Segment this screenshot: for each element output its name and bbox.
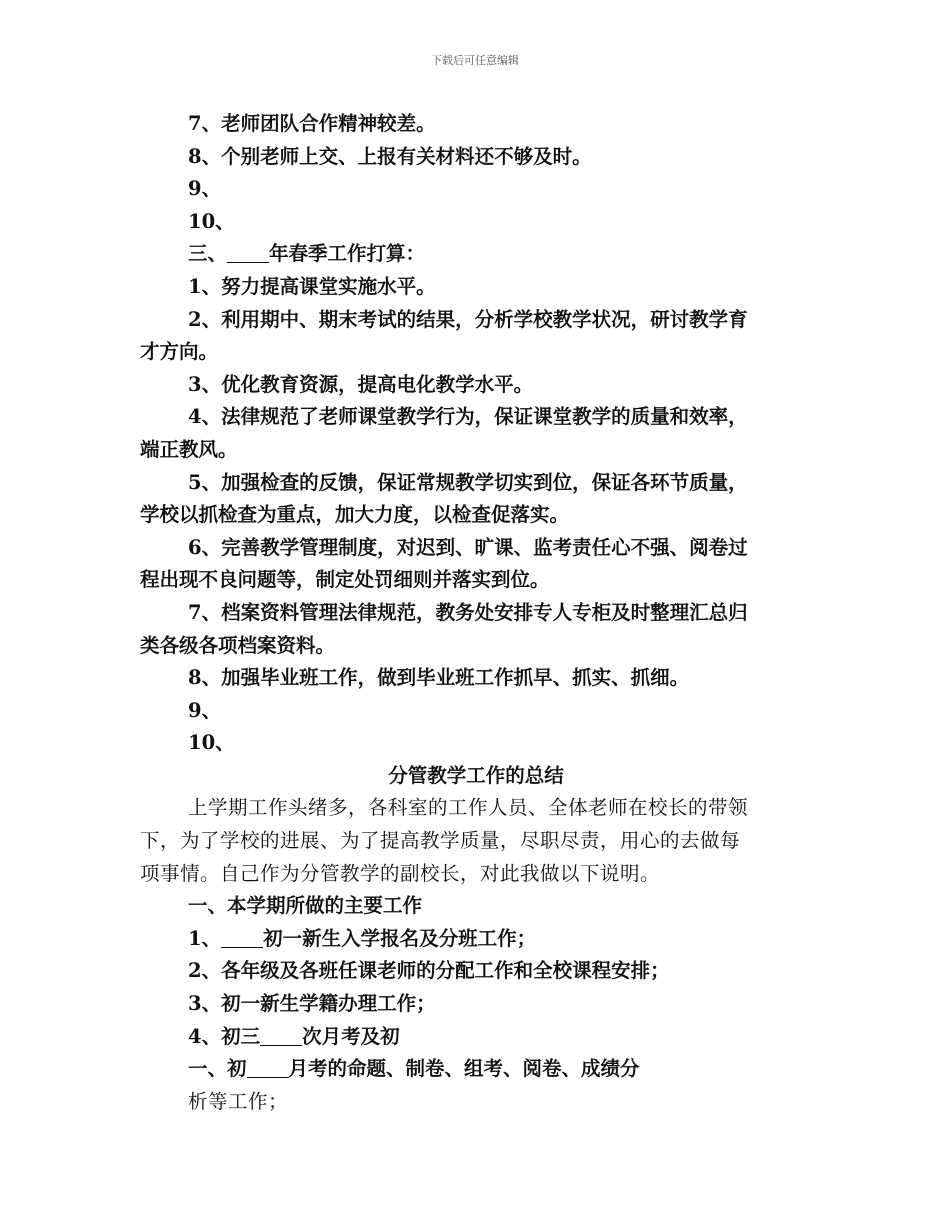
line-text: 8、个别老师上交、上报有关材料还不够及时。 — [188, 144, 592, 168]
line-text: 5、加强检查的反馈，保证常规教学切实到位，保证各环节质量， — [188, 470, 748, 494]
text-line — [140, 141, 812, 174]
line-text-after-blank: 月考的命题、制卷、组考、阅卷、成绩分 — [288, 1057, 640, 1081]
text-line — [140, 108, 812, 141]
line-text: 程出现不良问题等，制定处罚细则并落实到位。 — [140, 568, 550, 592]
line-text: 3、优化教育资源，提高电化教学水平。 — [188, 372, 534, 396]
text-line — [140, 238, 812, 271]
fill-blank — [260, 1025, 302, 1046]
line-text: 1、 — [188, 926, 222, 950]
text-line — [140, 695, 812, 728]
line-text: 7、老师团队合作精神较差。 — [188, 112, 436, 135]
line-text: 10、 — [188, 731, 235, 755]
text-line — [140, 532, 812, 565]
section-title — [140, 760, 812, 793]
fill-blank — [227, 242, 269, 263]
line-text: 9、 — [188, 177, 222, 201]
line-text: 6、完善教学管理制度，对迟到、旷课、监考责任心不强、阅卷过 — [188, 535, 748, 559]
line-text: 2、利用期中、期末考试的结果，分析学校教学状况，研讨教学育 — [188, 307, 748, 331]
line-text: 下，为了学校的进展、为了提高教学质量，尽职尽责，用心的去做每 — [140, 829, 741, 853]
text-line — [140, 1086, 812, 1119]
text-line — [140, 630, 812, 663]
line-text: 9、 — [188, 698, 222, 722]
line-text-after-blank: 次月考及初 — [302, 1024, 400, 1048]
text-line — [140, 206, 812, 239]
text-line — [140, 369, 812, 402]
text-line — [140, 923, 812, 956]
line-text: 1、努力提高课堂实施水平。 — [188, 274, 436, 298]
text-line — [140, 662, 812, 695]
line-text-after-blank: 初一新生入学报名及分班工作； — [263, 926, 537, 950]
text-line — [140, 825, 812, 858]
text-line — [140, 499, 812, 532]
line-text: 一、初 — [188, 1057, 247, 1081]
text-line — [140, 1053, 812, 1086]
text-line — [140, 727, 812, 760]
line-text-after-blank: 年春季工作打算： — [269, 242, 426, 266]
line-text: 一、本学期所做的主要工作 — [188, 894, 423, 918]
fill-blank — [221, 927, 263, 948]
text-line — [140, 401, 812, 434]
line-text: 项事情。自己作为分管教学的副校长，对此我做以下说明。 — [140, 861, 661, 885]
text-line — [140, 467, 812, 500]
line-text: 3、初一新生学籍办理工作； — [188, 992, 436, 1016]
text-line — [140, 173, 812, 206]
line-text: 才方向。 — [140, 340, 219, 364]
text-line — [140, 434, 812, 467]
line-text: 8、加强毕业班工作，做到毕业班工作抓早、抓实、抓细。 — [188, 666, 690, 690]
line-text: 析等工作； — [188, 1089, 289, 1113]
text-line — [140, 304, 812, 337]
line-text: 端正教风。 — [140, 437, 238, 461]
text-line — [140, 890, 812, 923]
text-line — [140, 792, 812, 825]
text-line — [140, 336, 812, 369]
line-text: 7、档案资料管理法律规范，教务处安排专人专柜及时整理汇总归 — [188, 600, 748, 624]
line-text: 三、 — [188, 242, 228, 266]
line-text: 上学期工作头绪多，各科室的工作人员、全体老师在校长的带领 — [188, 796, 749, 820]
text-line — [140, 988, 812, 1021]
text-line — [140, 1021, 812, 1054]
line-text: 10、 — [188, 209, 235, 233]
text-line — [140, 271, 812, 304]
line-text: 4、法律规范了老师课堂教学行为，保证课堂教学的质量和效率， — [188, 405, 748, 429]
line-text: 类各级各项档案资料。 — [140, 633, 336, 657]
line-text: 4、初三 — [188, 1024, 261, 1048]
fill-blank — [247, 1057, 289, 1078]
page-header: 下载后可任意编辑 — [431, 54, 519, 67]
text-line — [140, 955, 812, 988]
line-text: 学校以抓检查为重点，加大力度，以检查促落实。 — [140, 503, 570, 527]
line-text: 2、各年级及各班任课老师的分配工作和全校课程安排； — [188, 959, 670, 983]
text-line — [140, 597, 812, 630]
document-body — [140, 108, 812, 1118]
text-line — [140, 858, 812, 891]
line-text: 分管教学工作的总结 — [388, 763, 564, 787]
text-line — [140, 564, 812, 597]
